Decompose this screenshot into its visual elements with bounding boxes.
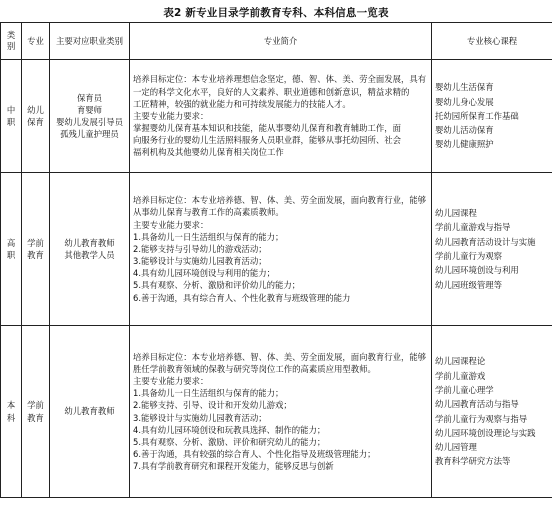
intro-line: 一定的科学文化水平，良好的人文素养、职业道德和创新意识，精益求精的 <box>133 86 410 97</box>
intro-cell <box>130 173 432 326</box>
course-item: 幼儿园环境创设理论与实践 <box>435 427 536 438</box>
header-category: 类 别 <box>1 23 22 60</box>
intro-cell <box>130 326 432 498</box>
courses-cell <box>432 326 552 498</box>
intro-line: 培养目标定位：本专业培养德、智、体、美、劳全面发展，面向教育行业，能够 <box>133 195 427 206</box>
major-cell <box>22 173 50 326</box>
job-item: 保育员 <box>76 92 103 103</box>
intro-line: 从事幼儿保育与教育工作的高素质教师。 <box>133 207 284 218</box>
intro-line: 1.具备幼儿一日生活组织与保育的能力； <box>133 231 284 242</box>
courses-cell <box>432 173 552 326</box>
major-cell <box>22 60 50 173</box>
intro-line: 4.具有幼儿园环境创设和玩教具选择、制作的能力； <box>133 424 326 435</box>
category-char: 中 <box>6 104 16 115</box>
header-jobs: 主要对应职业类别 <box>50 23 130 60</box>
info-table <box>0 22 552 498</box>
course-item: 幼儿园管理 <box>435 442 477 453</box>
intro-line: 5.具有观察、分析、激励、评价和研究幼儿的能力； <box>133 436 326 447</box>
course-item: 婴幼儿生活保育 <box>435 82 494 93</box>
course-item: 学前儿童游戏 <box>435 370 486 381</box>
course-item: 幼儿园环境创设与利用 <box>435 265 519 276</box>
major-text: 教育 <box>27 412 44 423</box>
intro-line: 工匠精神，较强的就业能力和可持续发展能力的技能人才。 <box>133 98 351 109</box>
intro-line: 主要专业能力要求： <box>133 375 209 386</box>
jobs-cell <box>50 60 130 173</box>
jobs-cell <box>50 326 130 498</box>
intro-line: 培养目标定位：本专业培养德、智、体、美、劳全面发展，面向教育行业，能够 <box>133 351 427 362</box>
course-item: 幼儿园教育活动设计与实施 <box>435 236 536 247</box>
course-item: 婴幼儿健康照护 <box>435 139 494 150</box>
intro-cell <box>130 60 432 173</box>
courses-cell <box>432 60 552 173</box>
major-text: 教育 <box>27 250 44 260</box>
course-item: 学前儿童行为观察 <box>435 251 502 261</box>
header-intro: 专业简介 <box>130 23 432 60</box>
category-char: 职 <box>6 117 16 127</box>
intro-line: 2.能够支持与引导幼儿的游戏活动； <box>133 243 267 254</box>
major-text: 学前 <box>27 237 44 248</box>
header-row <box>1 23 552 60</box>
row-gaozhi <box>1 173 552 326</box>
course-item: 婴幼儿活动保育 <box>435 125 494 136</box>
category-cell <box>1 60 22 173</box>
intro-line: 主要专业能力要求： <box>133 110 209 121</box>
major-text: 保育 <box>27 117 44 127</box>
course-item: 教育科学研究方法等 <box>435 456 511 467</box>
job-item: 育婴师 <box>76 104 103 115</box>
intro-line: 1.具备幼儿一日生活组织与保育的能力； <box>133 388 284 399</box>
intro-line: 向服务行业的婴幼儿生活照料服务人员职业群，能够从事托幼园所、社会 <box>133 135 401 146</box>
intro-line: 6.善于沟通，具有较强的综合育人、个性化指导及班级管理能力； <box>133 449 376 460</box>
course-item: 幼儿园班级管理等 <box>435 279 502 290</box>
intro-line: 培养目标定位：本专业培养理想信念坚定，德、智、体、美、劳全面发展，具有 <box>133 74 427 85</box>
course-item: 学前儿童行为观察与指导 <box>435 413 528 424</box>
major-cell <box>22 326 50 498</box>
intro-line: 福利机构及其他婴幼儿保育相关岗位工作 <box>133 147 284 158</box>
course-item: 幼儿园课程 <box>435 208 477 219</box>
category-cell <box>1 173 22 326</box>
intro-line: 5.具有观察、分析、激励和评价幼儿的能力； <box>133 280 301 291</box>
course-item: 婴幼儿身心发展 <box>435 96 494 107</box>
major-text: 学前 <box>27 400 44 411</box>
job-item: 其他教学人员 <box>64 250 115 260</box>
course-item: 学前儿童游戏与指导 <box>435 222 511 233</box>
intro-line: 7.具有学前教育研究和课程开发能力，能够反思与创新 <box>133 461 334 472</box>
job-item: 幼儿教育教师 <box>64 237 115 248</box>
intro-line: 胜任学前教育领域的保教与研究等岗位工作的高素质应用型教师。 <box>133 363 376 374</box>
course-item: 学前儿童心理学 <box>435 384 494 395</box>
intro-line: 4.具有幼儿园环境创设与利用的能力； <box>133 268 275 279</box>
jobs-cell <box>50 173 130 326</box>
job-item: 幼儿教育教师 <box>64 406 115 417</box>
intro-line: 3.能够设计与实施幼儿园教育活动； <box>133 412 267 423</box>
course-item: 幼儿园教育活动与指导 <box>435 399 519 410</box>
intro-line: 主要专业能力要求： <box>133 219 209 230</box>
row-zhongzhi <box>1 60 552 173</box>
job-item: 婴幼儿发展引导员 <box>56 117 123 127</box>
category-char: 科 <box>6 412 16 423</box>
intro-line: 掌握婴幼儿保育基本知识和技能，能从事婴幼儿保育和教育辅助工作，面 <box>133 123 401 134</box>
header-major: 专业 <box>22 23 50 60</box>
category-char: 高 <box>6 237 16 248</box>
row-benke <box>1 326 552 498</box>
category-cell <box>1 326 22 498</box>
category-char: 本 <box>6 400 16 411</box>
header-courses: 专业核心课程 <box>432 23 552 60</box>
intro-line: 2.能够支持、引导、设计和开发幼儿游戏； <box>133 400 292 411</box>
job-item: 孤残儿童护理员 <box>60 129 119 140</box>
category-char: 职 <box>6 250 16 260</box>
intro-line: 6.善于沟通，具有综合育人、个性化教育与班级管理的能力 <box>133 292 351 303</box>
course-item: 幼儿园课程论 <box>435 356 486 367</box>
intro-line: 3.能够设计与实施幼儿园教育活动； <box>133 256 267 267</box>
major-text: 幼儿 <box>27 104 44 115</box>
table-title: 表2 新专业目录学前教育专科、本科信息一览表 <box>163 7 389 19</box>
course-item: 托幼园所保育工作基础 <box>435 110 519 121</box>
